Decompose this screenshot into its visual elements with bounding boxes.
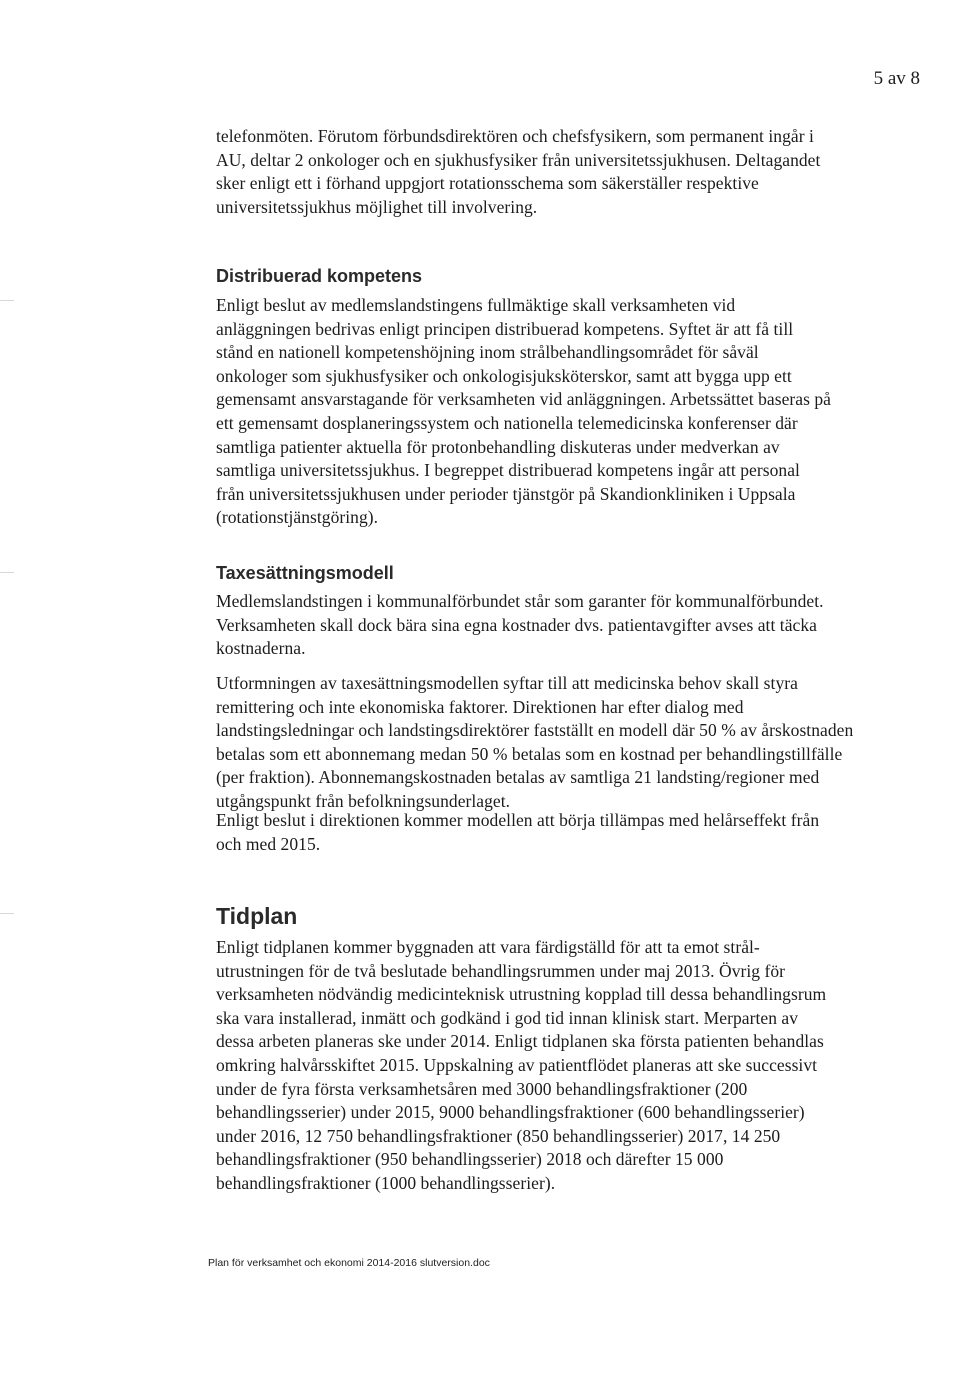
text-line: Enligt beslut i direktionen kommer modellen att börja tillämpas med helårseffekt från: [216, 810, 820, 830]
section-distribuerad-kompetens: [216, 266, 866, 287]
text-line: universitetssjukhus möjlighet till involvering.: [216, 196, 538, 217]
section-heading: Tidplan: [216, 903, 298, 929]
text-line: onkologer som sjukhusfysiker och onkologisjuksköterskor, samt att bygga upp ett: [216, 365, 792, 386]
section-tidplan: [216, 903, 866, 930]
text-line: Enligt beslut av medlemslandstingens fullmäktige skall verksamheten vid: [216, 295, 736, 315]
page-number: 5 av 8: [873, 68, 920, 89]
distribuerad-paragraph: [216, 294, 866, 530]
text-line: verksamheten nödvändig medicinteknisk utrustning kopplad till dessa behandlingsrum: [216, 984, 827, 1005]
text-line: stånd en nationell kompetenshöjning inom strålbehandlingsområdet för såväl: [216, 342, 759, 363]
text-line: gemensamt ansvarstagande för verksamheten vid anläggningen. Arbetssättet baseras på: [216, 389, 831, 410]
text-line: ett gemensamt dosplaneringssystem och nationella telemedicinska konferenser där: [216, 412, 798, 433]
tidplan-paragraph: [216, 936, 866, 1196]
text-line: dessa arbeten planeras ske under 2014. Enligt tidplanen ska första patienten behandlas: [216, 1031, 824, 1052]
text-line: remittering och inte ekonomiska faktorer. Direktionen har efter dialog med: [216, 696, 744, 717]
text-line: behandlingsfraktioner (1000 behandlingsserier).: [216, 1172, 556, 1193]
taxe-paragraph-2: [216, 672, 866, 814]
section-heading: Taxesättningsmodell: [216, 563, 394, 583]
intro-paragraph: [216, 125, 866, 219]
margin-mark: [0, 300, 14, 301]
text-line: Verksamheten skall dock bära sina egna kostnader dvs. patientavgifter avses att täcka: [216, 614, 817, 635]
text-line: under de fyra första verksamhetsåren med 3000 behandlingsfraktioner (200: [216, 1078, 748, 1099]
section-taxesattningsmodell: [216, 563, 866, 584]
text-line: telefonmöten. Förutom förbundsdirektören och chefsfysikern, som permanent ingår i: [216, 126, 814, 146]
text-line: Medlemslandstingen i kommunalförbundet står som garanter för kommunalförbundet.: [216, 591, 824, 611]
text-line: samtliga universitetssjukhus. I begreppet distribuerad kompetens ingår att personal: [216, 460, 800, 481]
text-line: (per fraktion). Abonnemangskostnaden betalas av samtliga 21 landsting/regioner med: [216, 767, 820, 788]
text-line: AU, deltar 2 onkologer och en sjukhusfysiker från universitetssjukhusen. Deltagandet: [216, 149, 821, 170]
text-line: omkring halvårsskiftet 2015. Uppskalning av patientflödet planeras att ske successivt: [216, 1054, 818, 1075]
text-line: behandlingsserier) under 2015, 9000 behandlingsfraktioner (600 behandlingsserier): [216, 1102, 805, 1123]
document-footer: Plan för verksamhet och ekonomi 2014-2016 slutversion.doc: [208, 1257, 490, 1269]
margin-mark: [0, 913, 14, 914]
text-line: (rotationstjänstgöring).: [216, 507, 379, 528]
text-line: behandlingsfraktioner (950 behandlingsserier) 2018 och därefter 15 000: [216, 1149, 724, 1170]
taxe-paragraph-1: [216, 590, 866, 661]
text-line: utrustningen för de två beslutade behandlingsrummen under maj 2013. Övrig för: [216, 960, 786, 981]
section-heading: Distribuerad kompetens: [216, 266, 423, 286]
text-line: och med 2015.: [216, 833, 321, 854]
taxe-paragraph-3: [216, 809, 866, 856]
text-line: landstingsledningar och landstingsdirektörer fastställt en modell där 50 % av årskostnaden: [216, 720, 854, 741]
text-line: samtliga patienter aktuella för protonbehandling diskuteras under medverkan av: [216, 436, 780, 457]
text-line: under 2016, 12 750 behandlingsfraktioner (850 behandlingsserier) 2017, 14 250: [216, 1125, 781, 1146]
text-line: betalas som ett abonnemang medan 50 % betalas som en kostnad per behandlingstillfälle: [216, 743, 843, 764]
text-line: sker enligt ett i förhand uppgjort rotationsschema som säkerställer respektive: [216, 173, 759, 194]
text-line: ska vara installerad, inmätt och godkänd i god tid innan klinisk start. Merparten av: [216, 1007, 799, 1028]
text-line: anläggningen bedrivas enligt principen distribuerad kompetens. Syftet är att få till: [216, 318, 794, 339]
text-line: kostnaderna.: [216, 638, 306, 659]
text-line: Utformningen av taxesättningsmodellen syftar till att medicinska behov skall styra: [216, 673, 798, 693]
text-line: från universitetssjukhusen under perioder tjänstgör på Skandionkliniken i Uppsala: [216, 483, 796, 504]
margin-mark: [0, 572, 14, 573]
text-line: Enligt tidplanen kommer byggnaden att vara färdigställd för att ta emot strål-: [216, 937, 760, 957]
text-line: utgångspunkt från befolkningsunderlaget.: [216, 790, 511, 811]
